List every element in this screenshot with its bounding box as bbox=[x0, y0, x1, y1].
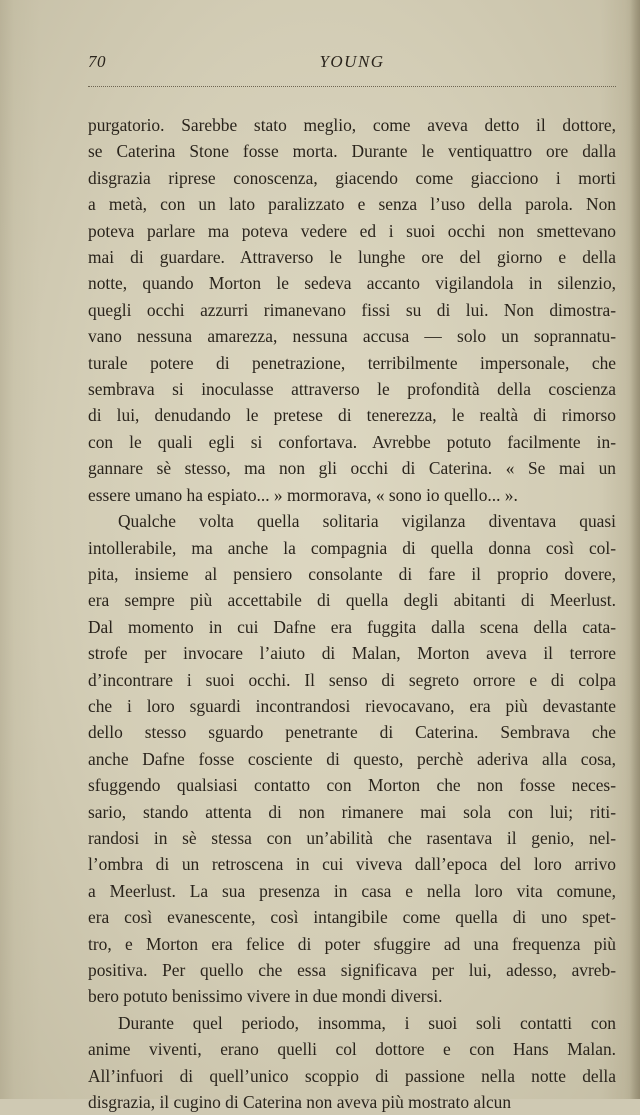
text-line: era sempre più accettabile di quella degli abitanti di Meerlust. bbox=[88, 590, 616, 611]
paragraph bbox=[88, 1010, 616, 1115]
text-line: era così evanescente, così intangibile come quella di uno spet- bbox=[88, 907, 616, 928]
text-line: d’incontrare i suoi occhi. Il senso di segreto orrore e di colpa bbox=[88, 669, 616, 690]
header-rule bbox=[88, 86, 616, 87]
text-line: di lui, denudando le pretese di tenerezza, le realtà di rimorso bbox=[88, 405, 616, 426]
text-line: Durante quel periodo, insomma, i suoi soli contatti con bbox=[118, 1012, 616, 1033]
text-line: tro, e Morton era felice di poter sfuggire ad una frequenza più bbox=[88, 933, 616, 954]
body-text bbox=[88, 112, 616, 1115]
text-line: essere umano ha espiato... » mormorava, « sono io quello... ». bbox=[88, 484, 518, 505]
text-line: mai di guardare. Attraverso le lunghe ore del giorno e della bbox=[88, 247, 616, 268]
text-line: strofe per invocare l’aiuto di Malan, Morton aveva il terrore bbox=[88, 643, 616, 664]
text-line: poteva parlare ma poteva vedere ed i suoi occhi non smettevano bbox=[88, 220, 616, 241]
text-line: che i loro sguardi incontrandosi rievocavano, era più devastante bbox=[88, 695, 616, 716]
text-line: anche Dafne fosse cosciente di questo, perchè aderiva alla cosa, bbox=[88, 748, 616, 769]
text-line: a metà, con un lato paralizzato e senza l’uso della parola. Non bbox=[88, 194, 616, 215]
text-line: Qualche volta quella solitaria vigilanza diventava quasi bbox=[118, 511, 616, 532]
text-line: notte, quando Morton le sedeva accanto vigilandola in silenzio, bbox=[88, 273, 616, 294]
text-line: dello stesso sguardo penetrante di Caterina. Sembrava che bbox=[88, 722, 616, 743]
page-edge-shadow bbox=[630, 0, 640, 1099]
page-header bbox=[88, 52, 616, 78]
page-number: 70 bbox=[88, 52, 106, 71]
text-line: Dal momento in cui Dafne era fuggita dalla scena della cata- bbox=[88, 616, 616, 637]
text-line: a Meerlust. La sua presenza in casa e nella loro vita comune, bbox=[88, 880, 616, 901]
paragraph bbox=[88, 508, 616, 1010]
text-line: bero potuto benissimo vivere in due mondi diversi. bbox=[88, 986, 443, 1007]
text-line: purgatorio. Sarebbe stato meglio, come aveva detto il dottore, bbox=[88, 115, 616, 135]
text-line: l’ombra di un retroscena in cui viveva dall’epoca del loro arrivo bbox=[88, 854, 616, 875]
text-line: anime viventi, erano quelli col dottore e con Hans Malan. bbox=[88, 1039, 616, 1060]
text-line: positiva. Per quello che essa significava per lui, adesso, avreb- bbox=[88, 960, 616, 980]
text-line: pita, insieme al pensiero consolante di fare il proprio dovere, bbox=[88, 563, 616, 584]
text-line: All’infuori di quell’unico scoppio di passione nella notte della bbox=[88, 1065, 616, 1086]
text-line: intollerabile, ma anche la compagnia di quella donna così col- bbox=[88, 537, 616, 558]
text-line: se Caterina Stone fosse morta. Durante le ventiquattro ore dalla bbox=[88, 141, 616, 162]
text-line: turale potere di penetrazione, terribilmente impersonale, che bbox=[88, 352, 616, 373]
text-line: sfuggendo qualsiasi contatto con Morton che non fosse neces- bbox=[88, 775, 616, 796]
running-head: YOUNG bbox=[319, 52, 385, 71]
text-line: disgrazia, il cugino di Caterina non aveva più mostrato alcun bbox=[88, 1092, 512, 1113]
text-line: disgrazia riprese conoscenza, giacendo come giacciono i morti bbox=[88, 167, 616, 188]
text-line: randosi in sè stessa con un’abilità che rasentava il genio, nel- bbox=[88, 827, 616, 848]
text-line: gannare sè stesso, ma non gli occhi di Caterina. « Se mai un bbox=[88, 458, 616, 479]
text-line: quegli occhi azzurri rimanevano fissi su di lui. Non dimostra- bbox=[88, 299, 616, 320]
text-line: sembrava si inoculasse attraverso le profondità della coscienza bbox=[88, 379, 616, 400]
text-line: con le quali egli si confortava. Avrebbe potuto facilmente in- bbox=[88, 431, 616, 452]
text-line: vano nessuna amarezza, nessuna accusa — solo un soprannatu- bbox=[88, 326, 616, 347]
text-line: sario, stando attenta di non rimanere mai sola con lui; riti- bbox=[88, 801, 616, 822]
paragraph bbox=[88, 112, 616, 508]
